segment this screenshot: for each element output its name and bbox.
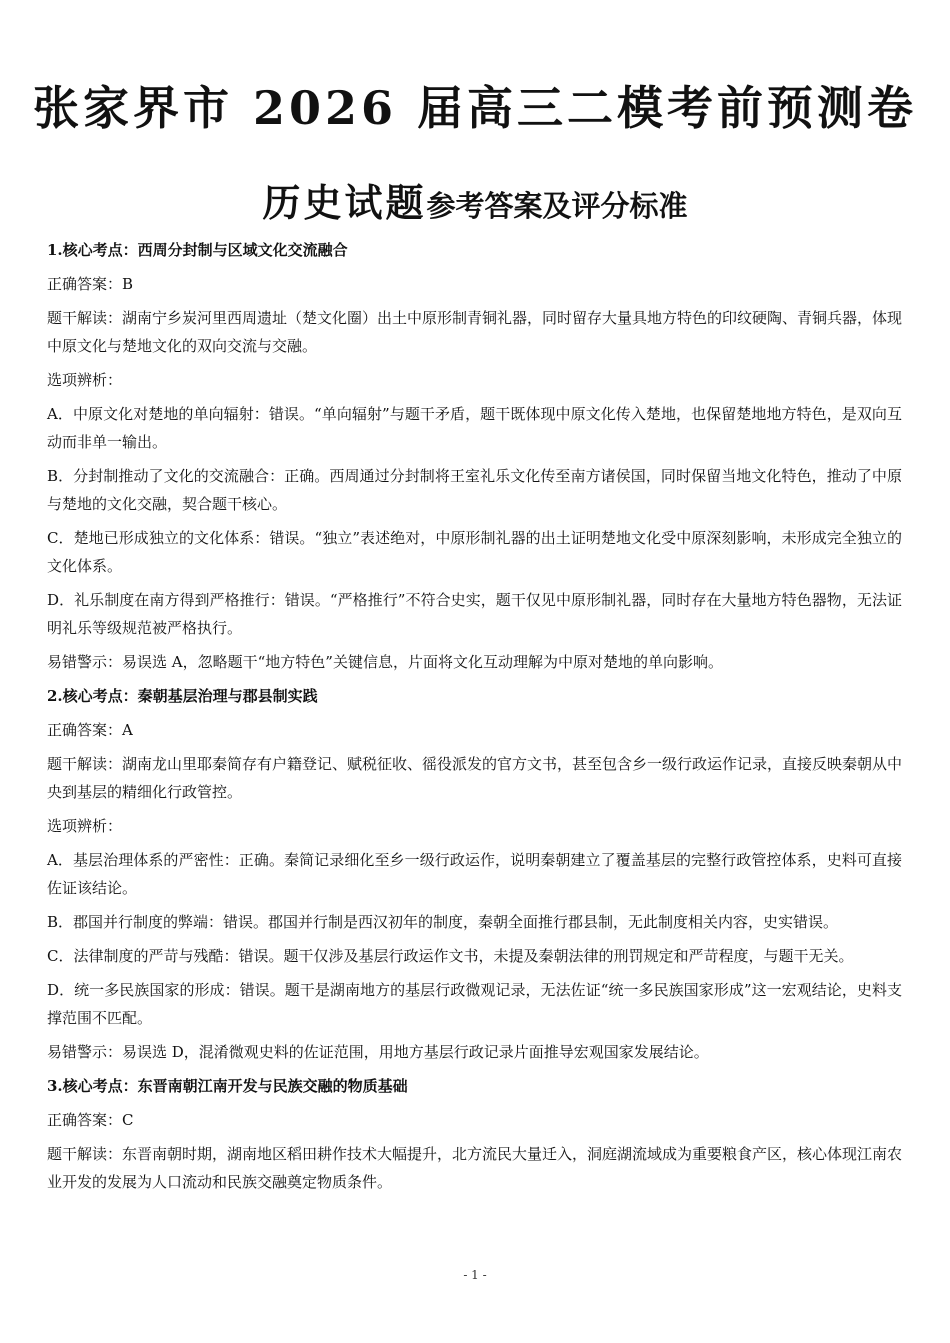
q3-heading: 3.核心考点：东晋南朝江南开发与民族交融的物质基础 <box>47 1077 408 1095</box>
q2-warning: 易错警示：易误选 D，混淆微观史料的佐证范围，用地方基层行政记录片面推导宏观国家发展结论。 <box>47 1043 709 1061</box>
q1-option-a: A．中原文化对楚地的单向辐射：错误。“单向辐射”与题干矛盾，题干既体现中原文化传入楚地，也保留楚地地方特色，是双向互动而非单一输出。 <box>47 405 902 451</box>
q1-options-label: 选项辨析： <box>47 371 123 389</box>
q1-heading: 1.核心考点：西周分封制与区域文化交流融合 <box>47 241 348 259</box>
q2-option-c: C．法律制度的严苛与残酷：错误。题干仅涉及基层行政运作文书，未提及秦朝法律的刑罚规定和严苛程度，与题干无关。 <box>47 947 854 965</box>
q3-answer: 正确答案：C <box>47 1111 134 1129</box>
q2-options-label: 选项辨析： <box>47 817 123 835</box>
main-title: 张家界市 2026 届高三二模考前预测卷 <box>32 81 918 135</box>
subtitle-subject: 历史试题 <box>262 180 427 225</box>
q1-analysis: 题干解读：湖南宁乡炭河里西周遗址（楚文化圈）出土中原形制青铜礼器，同时留存大量具地方特色的印纹硬陶、青铜兵器，体现中原文化与楚地文化的双向交流与交融。 <box>47 309 903 355</box>
q1-option-c: C．楚地已形成独立的文化体系：错误。“独立”表述绝对，中原形制礼器的出土证明楚地文化受中原深刻影响，未形成完全独立的文化体系。 <box>47 529 902 575</box>
q2-option-d: D．统一多民族国家的形成：错误。题干是湖南地方的基层行政微观记录，无法佐证“统一多民族国家形成”这一宏观结论，史料支撑范围不匹配。 <box>47 981 902 1027</box>
q1-answer: 正确答案：B <box>47 275 134 293</box>
q1-option-b: B．分封制推动了文化的交流融合：正确。西周通过分封制将王室礼乐文化传至南方诸侯国，同时保留当地文化特色，推动了中原与楚地的文化交融，契合题干核心。 <box>47 467 902 513</box>
subtitle-answer-key: 参考答案及评分标准 <box>426 189 688 223</box>
page-number: - 1 - <box>463 1268 487 1282</box>
q2-option-a: A．基层治理体系的严密性：正确。秦简记录细化至乡一级行政运作，说明秦朝建立了覆盖基层的完整行政管控体系，史料可直接佐证该结论。 <box>47 851 902 897</box>
q2-heading: 2.核心考点：秦朝基层治理与郡县制实践 <box>47 687 318 705</box>
q1-option-d: D．礼乐制度在南方得到严格推行：错误。“严格推行”不符合史实，题干仅见中原形制礼器，同时存在大量地方特色器物，无法证明礼乐等级规范被严格执行。 <box>47 591 902 637</box>
q2-answer: 正确答案：A <box>47 721 133 739</box>
q2-analysis: 题干解读：湖南龙山里耶秦简存有户籍登记、赋税征收、徭役派发的官方文书，甚至包含乡一级行政运作记录，直接反映秦朝从中央到基层的精细化行政管控。 <box>47 755 903 801</box>
answer-content <box>47 236 902 1202</box>
q2-option-b: B．郡国并行制度的弊端：错误。郡国并行制是西汉初年的制度，秦朝全面推行郡县制，无此制度相关内容，史实错误。 <box>47 913 839 931</box>
q1-warning: 易错警示：易误选 A，忽略题干“地方特色”关键信息，片面将文化互动理解为中原对楚地的单向影响。 <box>47 653 723 671</box>
q3-analysis: 题干解读：东晋南朝时期，湖南地区稻田耕作技术大幅提升，北方流民大量迁入，洞庭湖流域成为重要粮食产区，核心体现江南农业开发的发展为人口流动和民族交融奠定物质条件。 <box>47 1145 903 1191</box>
sub-title <box>0 172 950 227</box>
